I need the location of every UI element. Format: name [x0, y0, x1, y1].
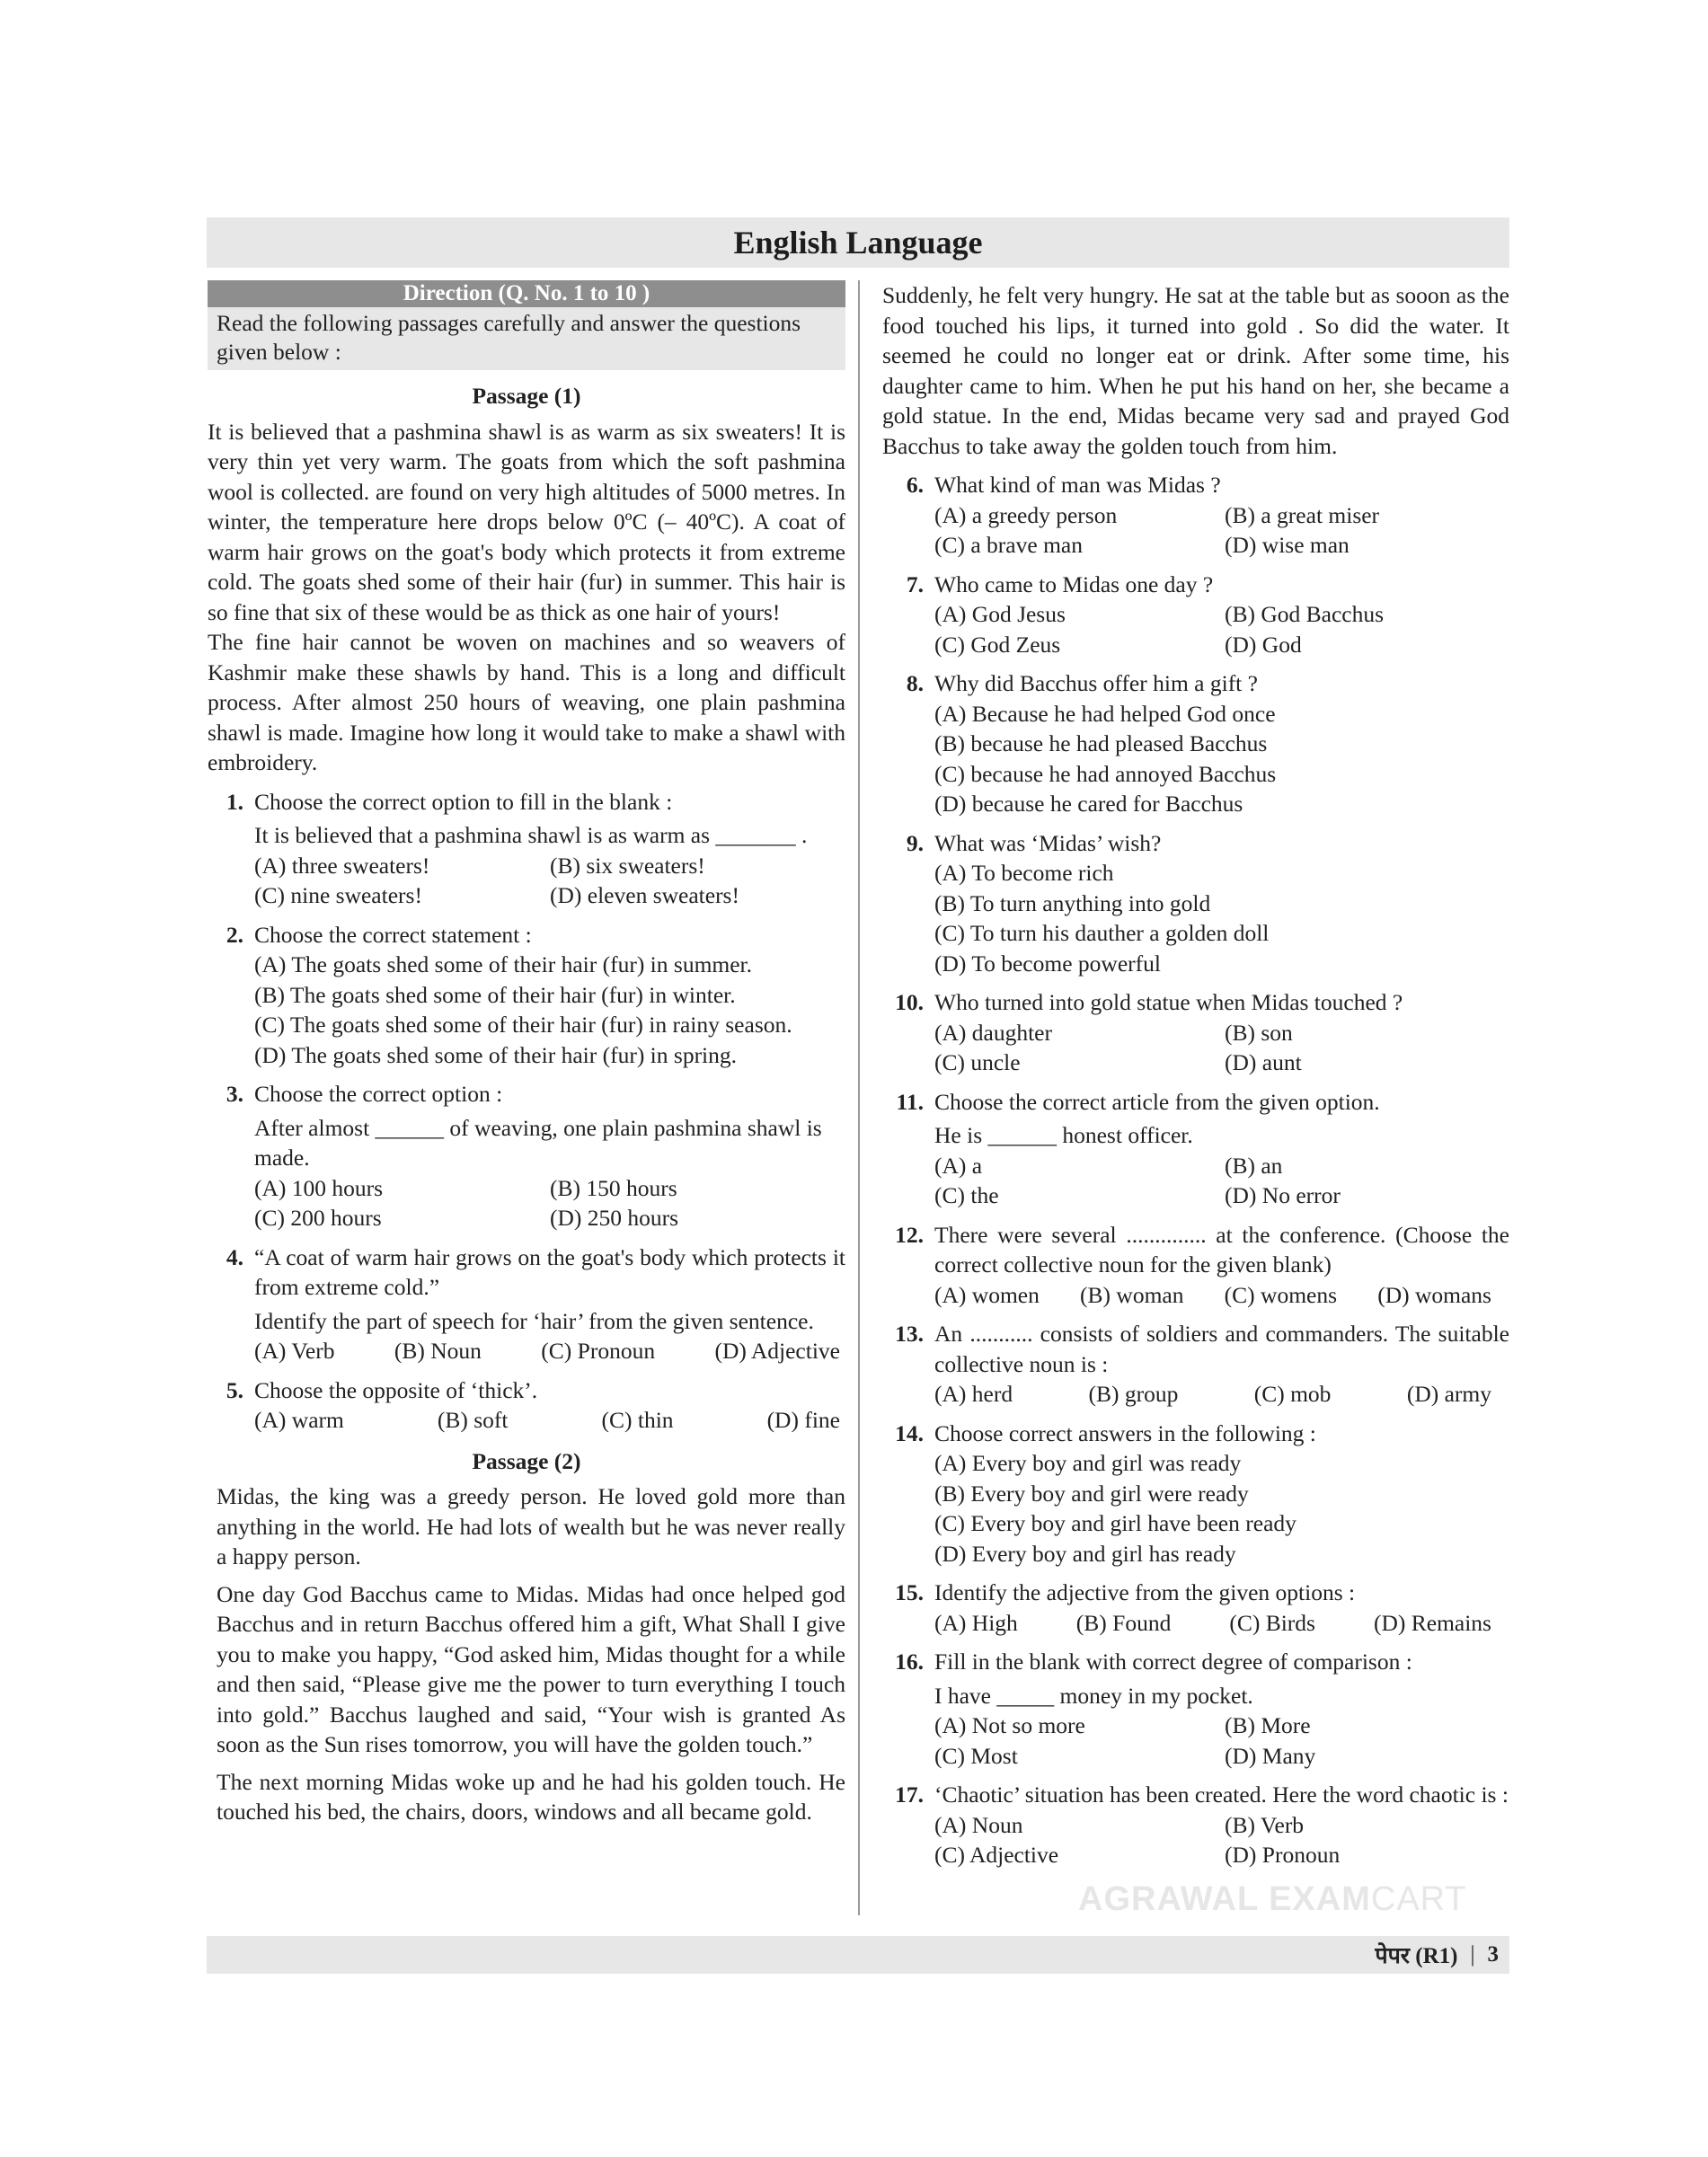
- option: (D) womans: [1377, 1281, 1491, 1308]
- option: (A) Because he had helped God once: [934, 700, 1276, 727]
- question-number: 2.: [226, 921, 243, 948]
- question-number: 12.: [895, 1221, 924, 1248]
- option: (B) a great miser: [1225, 501, 1380, 528]
- option: (D) No error: [1225, 1182, 1341, 1208]
- option: (D) The goats shed some of their hair (fur) in spring.: [254, 1041, 738, 1068]
- option: (D) Many: [1225, 1742, 1316, 1769]
- options: [934, 500, 1509, 561]
- options: [934, 1711, 1509, 1771]
- question-text: Choose the correct option :: [254, 1081, 503, 1107]
- direction-text: Read the following passages carefully and answer the questions given below :: [208, 307, 845, 370]
- question-text: “A coat of warm hair grows on the goat's body which protects it from extreme cold.”: [254, 1243, 845, 1300]
- question: [882, 1220, 1509, 1311]
- footer-separator: |: [1470, 1942, 1475, 1967]
- option: (A) warm: [254, 1407, 344, 1433]
- option: (C) uncle: [934, 1049, 1021, 1075]
- options: [254, 1405, 845, 1436]
- option: (B) Verb: [1225, 1811, 1305, 1838]
- options: [254, 950, 845, 1070]
- page-number: 3: [1487, 1942, 1499, 1967]
- question-number: 11.: [896, 1088, 924, 1115]
- option: (B) Every boy and girl were ready: [934, 1480, 1249, 1507]
- option: (C) Most: [934, 1742, 1018, 1769]
- options: [254, 1173, 845, 1233]
- question-subtext: Identify the part of speech for ‘hair’ from the given sentence.: [254, 1307, 814, 1334]
- question-number: 4.: [226, 1243, 243, 1270]
- question-text: What was ‘Midas’ wish?: [934, 829, 1162, 856]
- option: (C) a brave man: [934, 532, 1083, 558]
- option: (D) Pronoun: [1225, 1842, 1341, 1868]
- question-text: There were several .............. at the conference. (Choose the correct collective noun for the given blank): [934, 1221, 1509, 1277]
- section-header: [207, 217, 1509, 268]
- option: (D) 250 hours: [550, 1205, 679, 1231]
- left-column: [208, 280, 845, 1827]
- question-number: 7.: [906, 570, 924, 597]
- question-subtext: After almost ______ of weaving, one plain pashmina shawl is made.: [254, 1114, 822, 1171]
- direction-heading: Direction (Q. No. 1 to 10 ): [208, 280, 845, 307]
- question: [882, 1578, 1509, 1638]
- question: [208, 787, 845, 911]
- option: (D) Every boy and girl has ready: [934, 1540, 1236, 1567]
- options: [934, 1018, 1509, 1078]
- question: [882, 570, 1509, 660]
- page-footer: [207, 1936, 1509, 1974]
- question-subtext: He is ______ honest officer.: [934, 1122, 1193, 1148]
- right-column: [882, 280, 1509, 1870]
- option: (D) aunt: [1225, 1049, 1302, 1075]
- passage-2-paragraph: The next morning Midas woke up and he had his golden touch. He touched his bed, the chairs, doors, windows and all became gold.: [217, 1768, 845, 1825]
- question-text: Why did Bacchus offer him a gift ?: [934, 670, 1258, 696]
- passage-2-title: Passage (2): [472, 1447, 581, 1474]
- option: (D) army: [1406, 1381, 1491, 1407]
- option: (B) soft: [437, 1407, 509, 1433]
- question-number: 3.: [226, 1081, 243, 1107]
- option: (A) herd: [934, 1381, 1013, 1407]
- question-number: 5.: [226, 1376, 243, 1403]
- option: (B) six sweaters!: [550, 852, 705, 879]
- question-text: Choose the correct statement :: [254, 921, 532, 948]
- option: (A) The goats shed some of their hair (fur) in summer.: [254, 951, 753, 977]
- question: [882, 668, 1509, 819]
- options: [934, 599, 1509, 659]
- option: (C) Pronoun: [541, 1338, 656, 1364]
- options: [254, 851, 845, 911]
- question: [208, 920, 845, 1071]
- question: [882, 1647, 1509, 1771]
- option: (D) Adjective: [714, 1338, 840, 1364]
- passage-1-paragraph: The fine hair cannot be woven on machines and so weavers of Kashmir make these shawls by hand. This is a long and difficult process. After almost 250 hours of weaving, one plain pashmina shawl is made. Imagine how long it would take to make a shawl with embroidery.: [208, 629, 845, 775]
- option: (C) mob: [1253, 1381, 1332, 1407]
- option: (D) wise man: [1225, 532, 1350, 558]
- question-number: 16.: [895, 1649, 924, 1675]
- options: [934, 1151, 1509, 1211]
- options: [934, 1280, 1509, 1311]
- question-number: 13.: [895, 1321, 924, 1347]
- question-text: ‘Chaotic’ situation has been created. Here the word chaotic is :: [934, 1781, 1509, 1808]
- option: (A) 100 hours: [254, 1174, 384, 1201]
- options: [934, 1448, 1509, 1569]
- question-number: 8.: [906, 670, 924, 696]
- question: [882, 470, 1509, 561]
- option: (C) womens: [1224, 1281, 1338, 1308]
- option: (B) because he had pleased Bacchus: [934, 730, 1268, 756]
- option: (D) eleven sweaters!: [550, 882, 739, 908]
- question-text: An ........... consists of soldiers and commanders. The suitable collective noun is :: [934, 1321, 1509, 1377]
- option: (C) The goats shed some of their hair (fur) in rainy season.: [254, 1012, 792, 1038]
- option: (A) Noun: [934, 1811, 1023, 1838]
- passage-1-title: Passage (1): [472, 383, 581, 409]
- question-number: 1.: [226, 788, 243, 815]
- question: [882, 1319, 1509, 1410]
- option: (B) Noun: [394, 1338, 482, 1364]
- option: (B) Found: [1075, 1609, 1172, 1636]
- passage-2-paragraph: Midas, the king was a greedy person. He loved gold more than anything in the world. He had lots of wealth but he was never really a happy person.: [217, 1483, 845, 1569]
- question: [208, 1079, 845, 1233]
- option: (B) woman: [1080, 1281, 1184, 1308]
- option: (B) The goats shed some of their hair (fur) in winter.: [254, 981, 736, 1008]
- question-text: Choose correct answers in the following :: [934, 1419, 1316, 1446]
- option: (B) 150 hours: [550, 1174, 677, 1201]
- options: [934, 858, 1509, 978]
- option: (B) an: [1225, 1152, 1283, 1179]
- option: (D) To become powerful: [934, 950, 1161, 977]
- question: [882, 828, 1509, 979]
- question-text: What kind of man was Midas ?: [934, 472, 1221, 498]
- option: (B) group: [1088, 1381, 1179, 1407]
- question-text: Choose the opposite of ‘thick’.: [254, 1376, 538, 1403]
- question-subtext: It is believed that a pashmina shawl is as warm as _______ .: [254, 822, 808, 848]
- watermark: [1078, 1880, 1467, 1919]
- option: (A) a: [934, 1152, 983, 1179]
- option: (C) To turn his dauther a golden doll: [934, 920, 1270, 946]
- options: [934, 1608, 1509, 1639]
- option: (D) God: [1225, 631, 1302, 658]
- question-number: 6.: [906, 472, 924, 498]
- question-text: Fill in the blank with correct degree of comparison :: [934, 1649, 1412, 1675]
- option: (A) three sweaters!: [254, 852, 430, 879]
- question-number: 14.: [895, 1419, 924, 1446]
- option: (A) a greedy person: [934, 501, 1118, 528]
- question-subtext: I have _____ money in my pocket.: [934, 1682, 1253, 1709]
- option: (C) Birds: [1229, 1609, 1315, 1636]
- option: (C) Every boy and girl have been ready: [934, 1510, 1296, 1536]
- option: (A) daughter: [934, 1019, 1052, 1046]
- column-divider: [858, 280, 860, 1915]
- options: [254, 1336, 845, 1366]
- paper-label: पेपर (R1): [1375, 1944, 1458, 1968]
- options: [934, 699, 1509, 819]
- option: (C) God Zeus: [934, 631, 1061, 658]
- question: [208, 1242, 845, 1366]
- question-text: Who turned into gold statue when Midas touched ?: [934, 989, 1403, 1015]
- watermark-bold: AGRAWAL EXAM: [1078, 1880, 1371, 1918]
- option: (A) Not so more: [934, 1712, 1085, 1738]
- option: (C) Adjective: [934, 1842, 1059, 1868]
- section-title: English Language: [733, 225, 983, 261]
- option: (D) fine: [766, 1407, 840, 1433]
- question-text: Choose the correct article from the given option.: [934, 1088, 1380, 1115]
- question-number: 17.: [895, 1781, 924, 1808]
- option: (C) thin: [601, 1407, 674, 1433]
- option: (B) More: [1225, 1712, 1311, 1738]
- question: [208, 1375, 845, 1436]
- option: (B) son: [1225, 1019, 1293, 1046]
- option: (C) 200 hours: [254, 1205, 382, 1231]
- option: (A) High: [934, 1609, 1018, 1636]
- question: [882, 1087, 1509, 1211]
- options: [934, 1379, 1509, 1410]
- option: (A) God Jesus: [934, 601, 1066, 627]
- option: (C) nine sweaters!: [254, 882, 422, 908]
- question: [882, 1419, 1509, 1569]
- option: (A) women: [934, 1281, 1040, 1308]
- option: (D) Remains: [1373, 1609, 1491, 1636]
- question-number: 10.: [895, 989, 924, 1015]
- question-text: Choose the correct option to fill in the blank :: [254, 788, 673, 815]
- options: [934, 1810, 1509, 1870]
- question-text: Identify the adjective from the given options :: [934, 1579, 1356, 1605]
- passage-1-paragraph: It is believed that a pashmina shawl is as warm as six sweaters! It is very thin yet very warm. The goats from which the soft pashmina wool is collected. are found on very high altitudes of 5000 metres. In winter, the temperature here drops below 0ºC (– 40ºC). A coat of warm hair grows on the goat's body which protects it from extreme cold. The goats shed some of their hair (fur) in summer. This hair is so fine that six of these would be as thick as one hair of yours!: [208, 418, 845, 625]
- option: (B) To turn anything into gold: [934, 889, 1211, 916]
- option: (D) because he cared for Bacchus: [934, 791, 1243, 817]
- passage-2-paragraph: One day God Bacchus came to Midas. Midas had once helped god Bacchus and in return Bacchus offered him a gift, What Shall I give you to make you happy, “God asked him, Midas thought for a while and then said, “Please give me the power to turn everything I touch into gold.” Bacchus laughed and said, “Your wish is granted As soon as the Sun rises tomorrow, you will have the golden touch.”: [217, 1580, 845, 1757]
- option: (B) God Bacchus: [1225, 601, 1385, 627]
- option: (A) To become rich: [934, 860, 1114, 886]
- option: (C) because he had annoyed Bacchus: [934, 760, 1277, 787]
- passage-2-paragraph: Suddenly, he felt very hungry. He sat at the table but as sooon as the food touched his lips, it turned into gold . So did the water. It seemed he could no longer eat or drink. After some time, his daughter came to him. When he put his hand on her, she became a gold statue. In the end, Midas became very sad and prayed God Bacchus to take away the golden touch from him.: [882, 282, 1509, 459]
- option: (A) Every boy and girl was ready: [934, 1450, 1242, 1476]
- question-text: Who came to Midas one day ?: [934, 570, 1214, 597]
- option: (A) Verb: [254, 1338, 335, 1364]
- watermark-thin: CART: [1370, 1880, 1467, 1918]
- option: (C) the: [934, 1182, 999, 1208]
- question-number: 9.: [906, 829, 924, 856]
- question: [882, 1780, 1509, 1870]
- question-number: 15.: [895, 1579, 924, 1605]
- question: [882, 987, 1509, 1078]
